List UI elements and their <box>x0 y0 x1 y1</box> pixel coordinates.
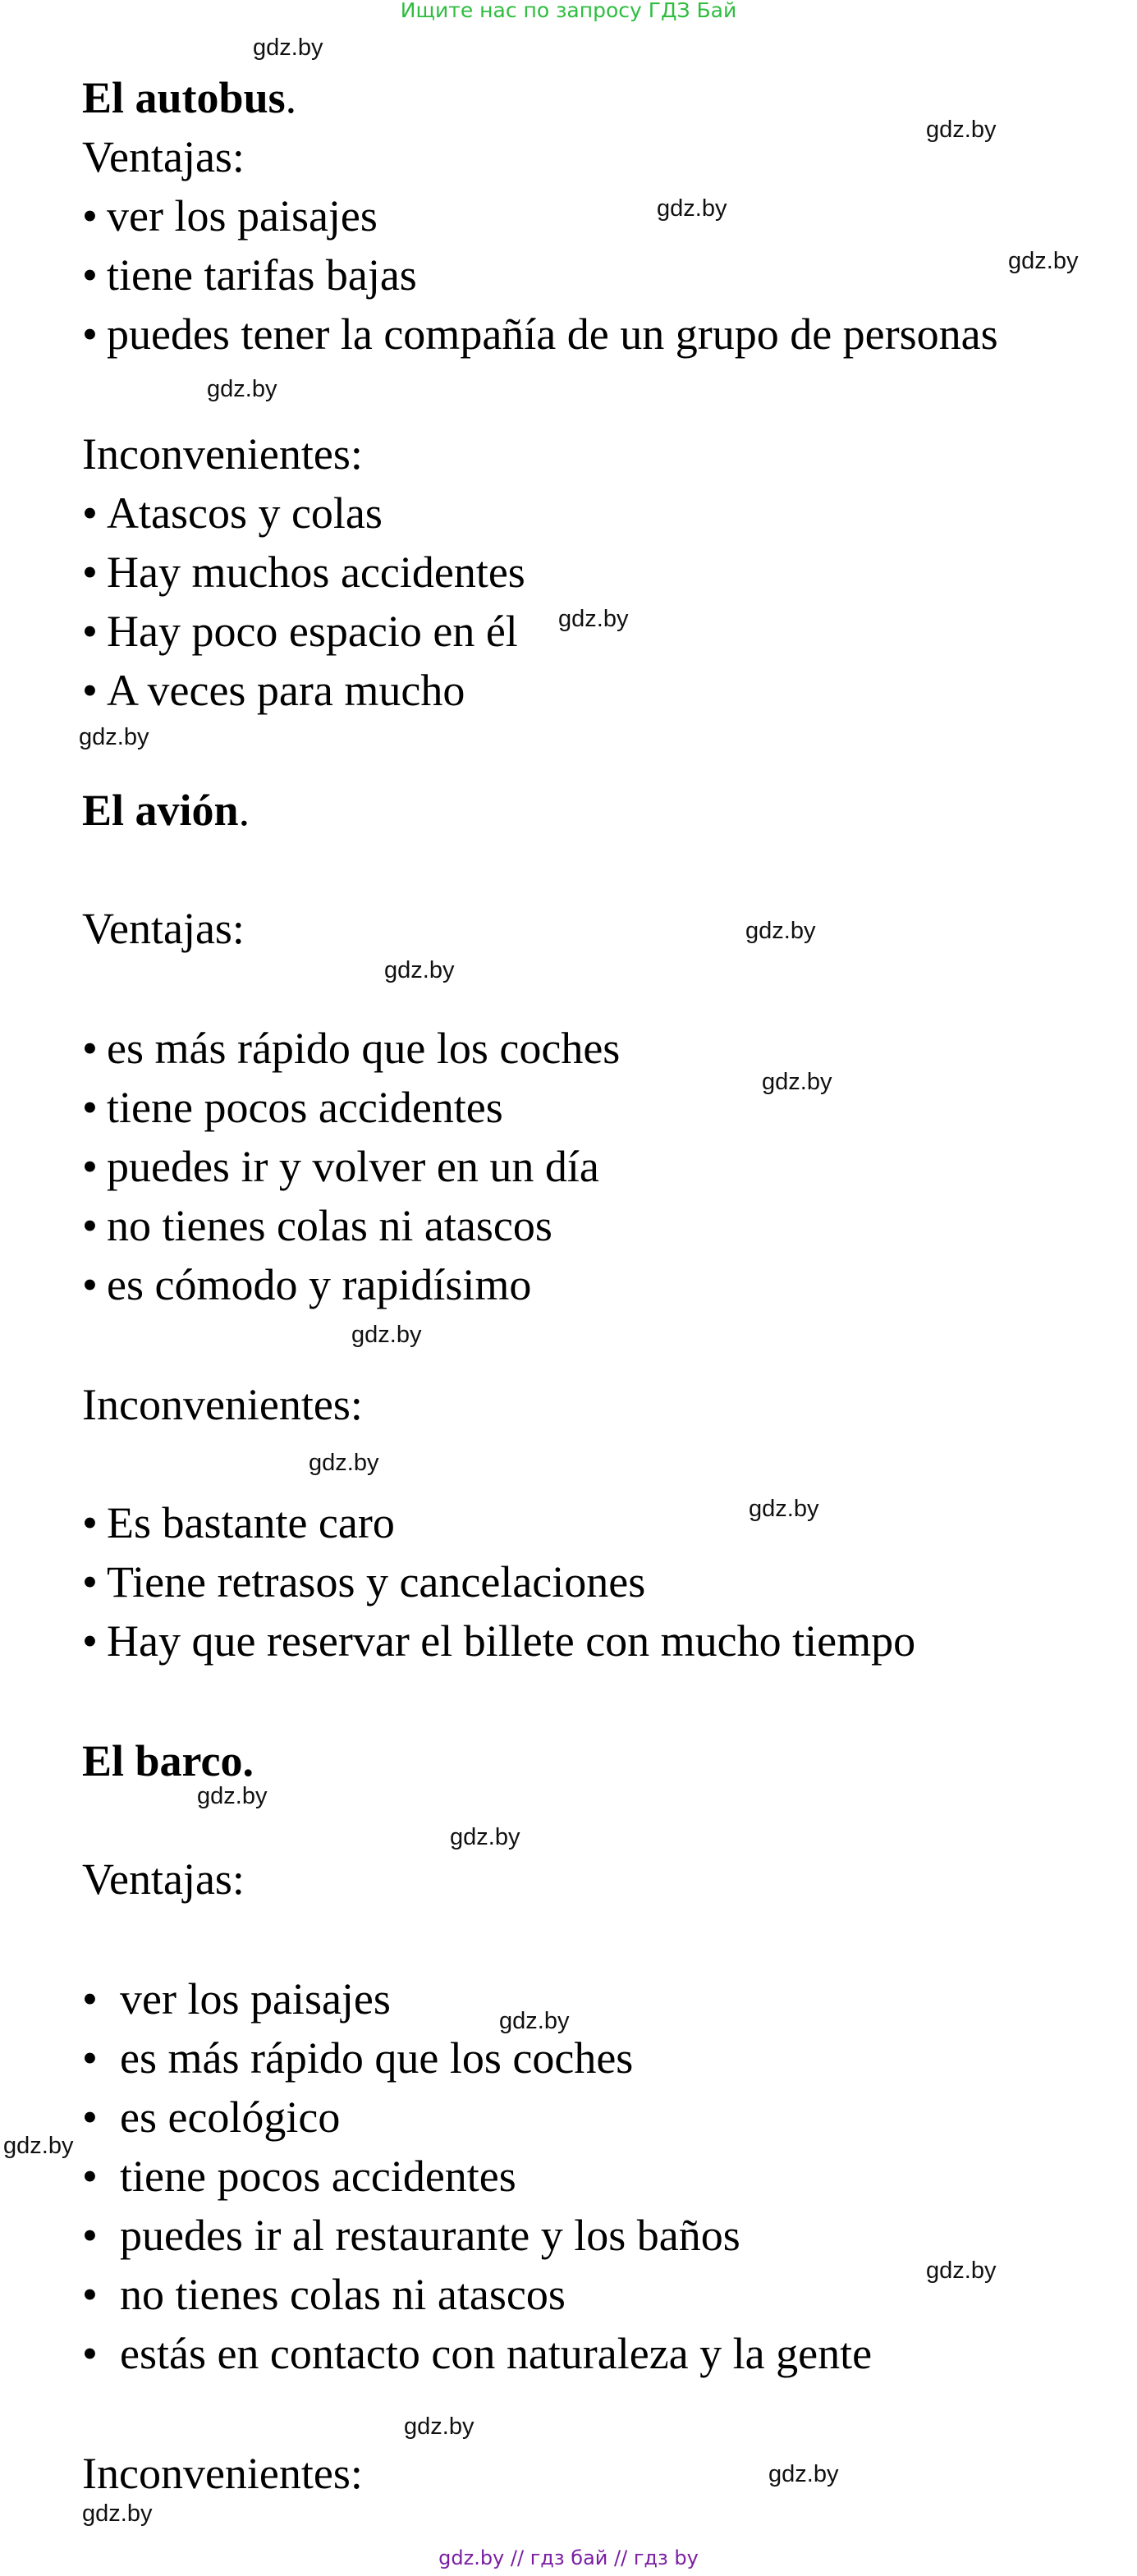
bullet: • <box>82 1974 98 2024</box>
watermark: gdz.by <box>79 724 149 750</box>
watermark: gdz.by <box>926 117 997 143</box>
bullet: • <box>82 666 98 715</box>
list-item <box>82 1616 915 1666</box>
list-item <box>82 2328 872 2379</box>
watermark: gdz.by <box>384 957 455 983</box>
watermark: gdz.by <box>253 34 323 61</box>
list-item-text: puedes tener la compañía de un grupo de personas <box>107 309 998 359</box>
list-item <box>82 1556 645 1607</box>
watermark: gdz.by <box>768 2461 839 2487</box>
watermark: gdz.by <box>926 2257 997 2284</box>
list-item-text: Hay poco espacio en él <box>107 607 518 656</box>
list-item <box>82 2210 740 2261</box>
bullet: • <box>82 2270 98 2319</box>
section-title-barco <box>82 1735 254 1786</box>
watermark: gdz.by <box>3 2133 74 2159</box>
list-item <box>82 547 525 598</box>
barco-inconvenientes-label: Inconvenientes: <box>82 2449 363 2498</box>
avion-ventajas-label: Ventajas: <box>82 904 245 953</box>
list-item-text: tiene tarifas bajas <box>107 250 417 300</box>
list-item <box>82 2151 516 2202</box>
list-item-text: no tienes colas ni atascos <box>120 2270 566 2319</box>
bullet: • <box>82 2329 98 2378</box>
list-item-text: puedes ir y volver en un día <box>107 1142 599 1191</box>
watermark: gdz.by <box>762 1069 832 1095</box>
watermark: gdz.by <box>749 1496 819 1522</box>
list-item-text: Hay muchos accidentes <box>107 548 525 597</box>
bullet: • <box>82 2152 98 2201</box>
list-item-text: ver los paisajes <box>120 1974 391 2024</box>
list-item-text: es más rápido que los coches <box>107 1024 621 1073</box>
list-item-text: no tienes colas ni atascos <box>107 1201 552 1250</box>
section-title-suffix: . <box>238 786 250 835</box>
list-item-text: puedes ir al restaurante y los baños <box>120 2211 740 2260</box>
search-banner[interactable]: Ищите нас по запросу ГДЗ Бай <box>400 0 737 22</box>
bullet: • <box>82 1616 98 1666</box>
list-item <box>82 250 417 300</box>
bullet: • <box>82 1142 98 1191</box>
list-item-text: tiene pocos accidentes <box>107 1083 503 1132</box>
bullet: • <box>82 250 98 300</box>
list-item-text: tiene pocos accidentes <box>120 2152 516 2201</box>
list-item <box>82 1141 599 1192</box>
bullet: • <box>82 1083 98 1132</box>
section-title-text: El autobus <box>82 73 286 122</box>
watermark: gdz.by <box>450 1824 520 1850</box>
watermark: gdz.by <box>404 2413 475 2440</box>
watermark: gdz.by <box>657 195 727 222</box>
watermark: gdz.by <box>82 2500 153 2527</box>
list-item <box>82 1200 552 1251</box>
bullet: • <box>82 2092 98 2142</box>
watermark: gdz.by <box>558 606 629 632</box>
list-item <box>82 1259 531 1310</box>
bullet: • <box>82 607 98 656</box>
watermark: gdz.by <box>207 376 277 402</box>
section-title-text: El barco. <box>82 1736 254 1785</box>
watermark: gdz.by <box>309 1450 379 1476</box>
bullet: • <box>82 1201 98 1250</box>
list-item-text: A veces para mucho <box>107 666 465 715</box>
watermark: gdz.by <box>1008 248 1079 274</box>
watermark: gdz.by <box>499 2008 570 2034</box>
list-item <box>82 309 998 360</box>
list-item <box>82 2092 340 2143</box>
list-item <box>82 606 518 657</box>
bullet: • <box>82 309 98 359</box>
section-title-autobus <box>82 72 296 123</box>
autobus-ventajas-label: Ventajas: <box>82 132 245 181</box>
watermark: gdz.by <box>351 1322 422 1348</box>
list-item-text: Es bastante caro <box>107 1498 395 1547</box>
list-item-text: estás en contacto con naturaleza y la gente <box>120 2329 873 2378</box>
avion-inconvenientes-label: Inconvenientes: <box>82 1380 363 1429</box>
list-item <box>82 665 465 716</box>
watermark: gdz.by <box>745 918 816 944</box>
list-item-text: Hay que reservar el billete con mucho tiempo <box>107 1616 916 1666</box>
list-item <box>82 1023 620 1074</box>
list-item <box>82 1082 503 1133</box>
bullet: • <box>82 1557 98 1607</box>
section-title-avion <box>82 785 250 836</box>
bullet: • <box>82 191 98 241</box>
list-item-text: es ecológico <box>120 2092 341 2142</box>
watermark: gdz.by <box>197 1783 268 1809</box>
list-item <box>82 488 383 539</box>
barco-ventajas-label: Ventajas: <box>82 1854 245 1904</box>
list-item-text: ver los paisajes <box>107 191 378 241</box>
list-item-text: Tiene retrasos y cancelaciones <box>107 1557 646 1607</box>
footer-links[interactable]: gdz.by // гдз бай // гдз by <box>438 2546 699 2569</box>
list-item <box>82 2033 633 2083</box>
list-item <box>82 2269 566 2320</box>
list-item <box>82 1973 391 2024</box>
bullet: • <box>82 2033 98 2083</box>
list-item <box>82 1497 395 1548</box>
bullet: • <box>82 488 98 538</box>
list-item <box>82 190 378 241</box>
list-item-text: Atascos y colas <box>107 488 383 538</box>
section-title-suffix: . <box>285 73 297 122</box>
bullet: • <box>82 1024 98 1073</box>
list-item-text: es cómodo y rapidísimo <box>107 1260 532 1309</box>
bullet: • <box>82 1498 98 1547</box>
section-title-text: El avión <box>82 786 239 835</box>
bullet: • <box>82 2211 98 2260</box>
autobus-inconvenientes-label: Inconvenientes: <box>82 429 363 479</box>
bullet: • <box>82 548 98 597</box>
bullet: • <box>82 1260 98 1309</box>
list-item-text: es más rápido que los coches <box>120 2033 634 2083</box>
